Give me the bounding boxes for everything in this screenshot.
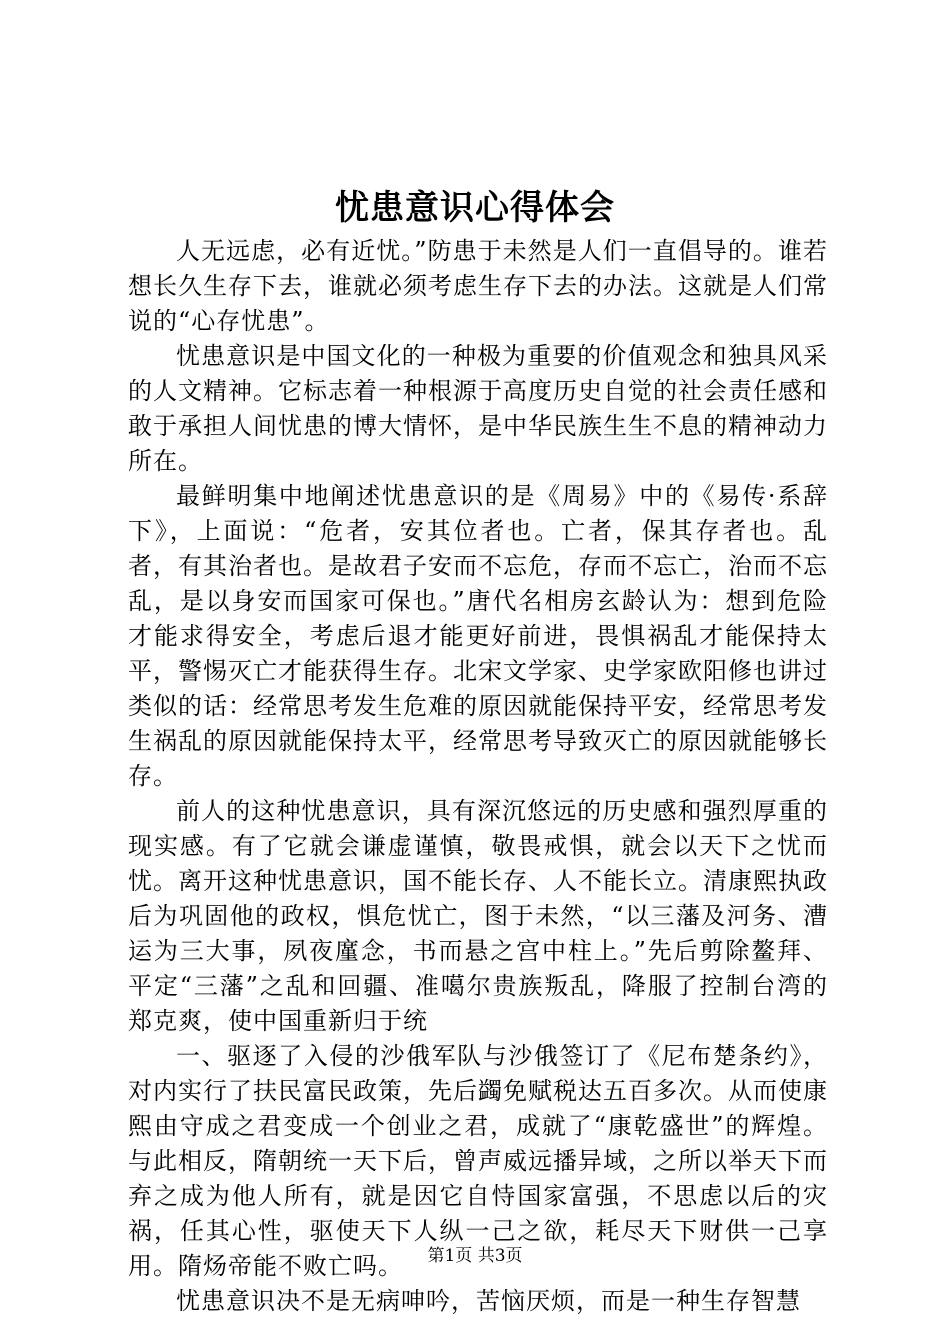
paragraph-6: 忧患意识决不是无病呻吟，苦恼厌烦，而是一种生存智慧: [176, 1287, 801, 1315]
document-title: 忧患意识心得体会: [335, 188, 615, 228]
paragraph-3: 最鲜明集中地阐述忧患意识的是《周易》中的《易传·系辞下》，上面说：“危者，安其位者也。亡者，保其存者也。乱者，有其治者也。是故君子安而不忘危，存而不忘亡，治而不忘乱，是以身安而国家可保也。”唐代名相房玄龄认为：想到危险才能求得安全，考虑后退才能更好前进，畏惧祸乱才能保持太平，警惕灭亡才能获得生存。北宋文学家、史学家欧阳修也讲过类似的话：经常思考发生危难的原因就能保持平安，经常思考发生祸乱的原因就能保持太平，经常思考导致灭亡的原因就能够长存。: [128, 482, 828, 790]
paragraph-5: 一、驱逐了入侵的沙俄军队与沙俄签订了《尼布楚条约》，对内实行了扶民富民政策，先后蠲免赋税达五百多次。从而使康熙由守成之君变成一个创业之君，成就了“康乾盛世”的辉煌。与此相反，隋朝统一天下后，曾声威远播异域，之所以举天下而弃之成为他人所有，就是因它自恃国家富强，不思虑以后的灾祸，任其心性，驱使天下人纵一己之欲，耗尽天下财供一己享用。隋炀帝能不败亡吗。: [128, 1042, 828, 1280]
paragraph-2: 忧患意识是中国文化的一种极为重要的价值观念和独具风采的人文精神。它标志着一种根源于高度历史自觉的社会责任感和敢于承担人间忧患的博大情怀，是中华民族生生不息的精神动力所在。: [128, 342, 828, 475]
paragraph-1: 人无远虑，必有近忧。”防患于未然是人们一直倡导的。谁若想长久生存下去，谁就必须考虑生存下去的办法。这就是人们常说的“心存忧患”。: [128, 237, 828, 335]
document-body: [128, 234, 828, 1319]
paragraph-4: 前人的这种忧患意识，具有深沉悠远的历史感和强烈厚重的现实感。有了它就会谦虚谨慎，敬畏戒惧，就会以天下之忧而忧。离开这种忧患意识，国不能长存、人不能长立。清康熙执政后为巩固他的政权，惧危忧亡，图于未然，“以三藩及河务、漕运为三大事，夙夜廑念，书而悬之宫中柱上。”先后剪除鳌拜、平定“三藩”之乱和回疆、准噶尔贵族叛乱，降服了控制台湾的郑克爽，使中国重新归于统: [128, 797, 828, 1035]
page-footer: 第1页 共3页: [427, 1246, 523, 1266]
